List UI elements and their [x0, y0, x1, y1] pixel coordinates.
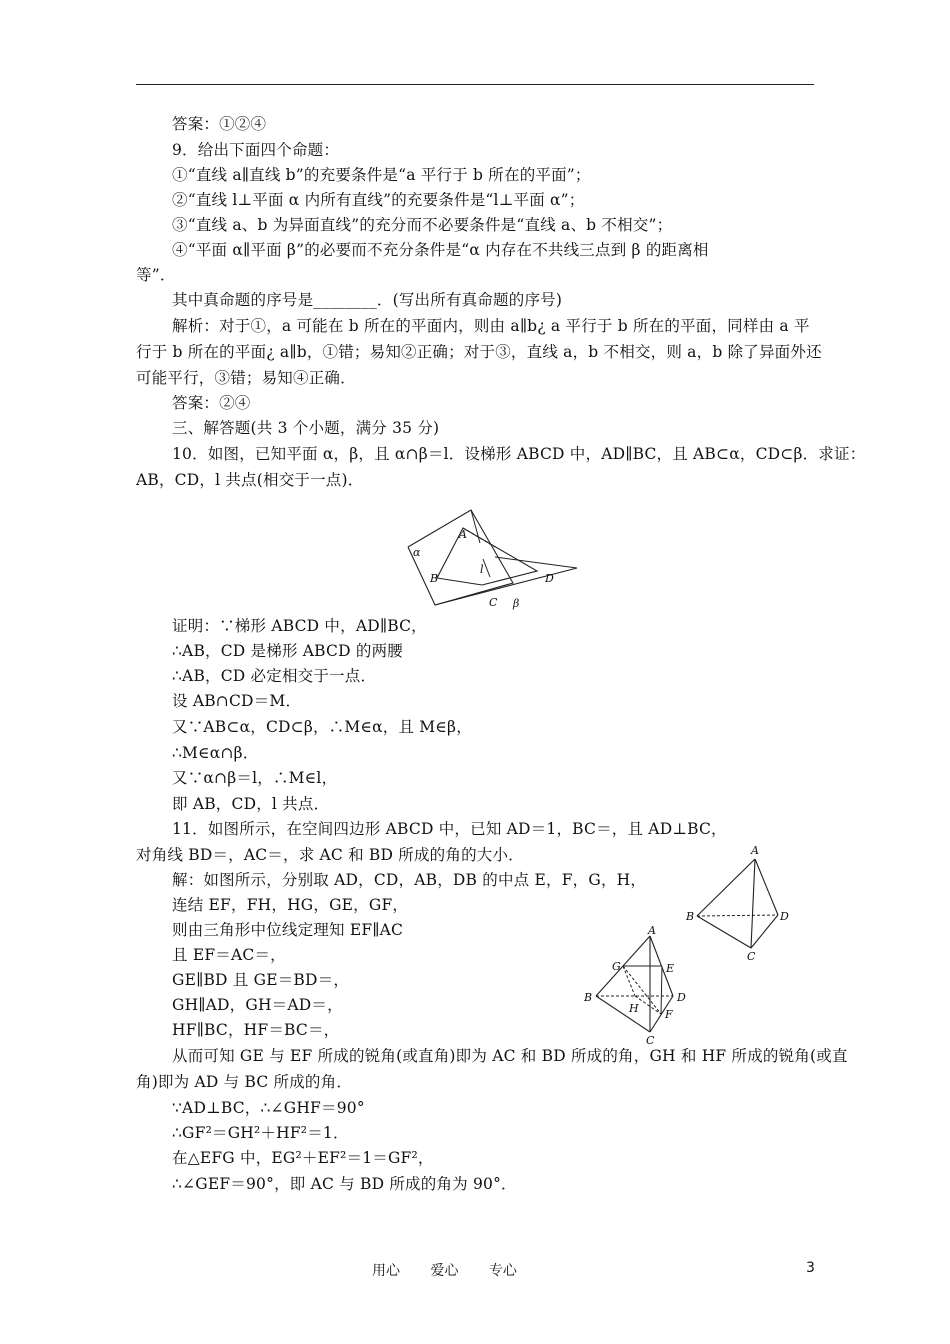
header-rule — [136, 84, 814, 85]
text-line: ③“直线 a、b 为异面直线”的充分而不必要条件是“直线 a、b 不相交”； — [172, 216, 673, 234]
text-line: 从而可知 GE 与 EF 所成的锐角(或直角)即为 AC 和 BD 所成的角，GH 和 HF 所成的锐角(或直 — [172, 1047, 848, 1065]
text-line: 且 EF＝AC＝， — [172, 946, 286, 964]
text-line: 设 AB∩CD＝M． — [172, 692, 302, 710]
label-c: C — [646, 1034, 655, 1047]
label-d: D — [780, 910, 789, 923]
text-line: 即 AB，CD，l 共点． — [172, 795, 330, 813]
page-number: 3 — [806, 1260, 815, 1276]
text-line: GH∥AD，GH＝AD＝， — [172, 996, 343, 1014]
text-line: 可能平行，③错；易知④正确． — [136, 369, 356, 387]
text-line: 等”． — [136, 266, 176, 284]
text-line: 解：如图所示，分别取 AD，CD，AB，DB 的中点 E，F，G，H， — [172, 871, 647, 889]
text-line: ∴M∈α∩β． — [172, 744, 259, 762]
text-line: AB，CD，l 共点(相交于一点)． — [136, 471, 364, 489]
label-a: A — [751, 844, 759, 857]
text-line: 又∵AB⊂α，CD⊂β，∴M∈α，且 M∈β， — [172, 718, 472, 736]
label-g: G — [612, 960, 621, 973]
text-line: 又∵α∩β＝l，∴M∈l， — [172, 769, 338, 787]
text-line: ∴AB，CD 是梯形 ABCD 的两腰 — [172, 642, 403, 660]
figure-planes-trapezoid — [405, 505, 580, 613]
text-line: 三、解答题(共 3 个小题，满分 35 分) — [172, 419, 440, 437]
text-line: GE∥BD 且 GE＝BD＝， — [172, 971, 350, 989]
text-line: 其中真命题的序号是________．(写出所有真命题的序号) — [172, 291, 563, 309]
text-line: ①“直线 a∥直线 b”的充要条件是“a 平行于 b 所在的平面”； — [172, 166, 591, 184]
label-b: B — [430, 572, 439, 585]
label-b: B — [686, 910, 695, 923]
label-a: A — [459, 528, 467, 541]
text-line: ∴GF²＝GH²＋HF²＝1． — [172, 1124, 349, 1142]
text-line: 对角线 BD＝，AC＝，求 AC 和 BD 所成的角的大小． — [136, 846, 524, 864]
text-line: 11．如图所示，在空间四边形 ABCD 中，已知 AD＝1，BC＝，且 AD⊥BC， — [172, 820, 727, 838]
text-line: 行于 b 所在的平面¿ a∥b，①错；易知②正确；对于③，直线 a，b 不相交，则 a，b 除了异面外还 — [136, 343, 822, 361]
text-line: ②“直线 l⊥平面 α 内所有直线”的充要条件是“l⊥平面 α”； — [172, 191, 585, 209]
text-line: ∵AD⊥BC，∴∠GHF＝90° — [172, 1099, 365, 1117]
text-line: 答案：②④ — [172, 394, 251, 412]
label-d: D — [677, 991, 686, 1004]
label-f: F — [665, 1008, 673, 1021]
text-line: HF∥BC，HF＝BC＝， — [172, 1021, 340, 1039]
label-c: C — [747, 950, 756, 963]
text-line: 连结 EF，FH，HG，GE，GF， — [172, 896, 409, 914]
text-line: 答案：①②④ — [172, 115, 267, 133]
text-line: 9．给出下面四个命题： — [172, 141, 340, 159]
text-line: ∴∠GEF＝90°，即 AC 与 BD 所成的角为 90°． — [172, 1175, 517, 1193]
label-c: C — [489, 596, 498, 609]
label-h: H — [629, 1002, 639, 1015]
label-a: A — [648, 924, 656, 937]
text-line: 则由三角形中位线定理知 EF∥AC — [172, 921, 404, 939]
label-alpha: α — [413, 546, 421, 559]
text-line: ∴AB，CD 必定相交于一点． — [172, 667, 377, 685]
text-line: 证明：∵梯形 ABCD 中，AD∥BC， — [172, 617, 427, 635]
label-d: D — [545, 572, 554, 585]
text-line: 在△EFG 中，EG²＋EF²＝1＝GF²， — [172, 1149, 434, 1167]
footer-slogan: 用心 爱心 专心 — [372, 1263, 517, 1279]
label-beta: β — [513, 597, 520, 610]
label-e: E — [666, 962, 675, 975]
label-b: B — [584, 991, 593, 1004]
figure-tetrahedron-midpoints — [580, 922, 700, 1052]
text-line: 10．如图，已知平面 α，β，且 α∩β＝l．设梯形 ABCD 中，AD∥BC，且 AB⊂α，CD⊂β．求证： — [172, 445, 866, 463]
text-line: ④“平面 α∥平面 β”的必要而不充分条件是“α 内存在不共线三点到 β 的距离相 — [172, 241, 709, 259]
text-line: 解析：对于①，a 可能在 b 所在的平面内，则由 a∥b¿ a 平行于 b 所在的平面，同样由 a 平 — [172, 317, 810, 335]
label-l: l — [480, 563, 484, 576]
text-line: 角)即为 AD 与 BC 所成的角． — [136, 1073, 353, 1091]
